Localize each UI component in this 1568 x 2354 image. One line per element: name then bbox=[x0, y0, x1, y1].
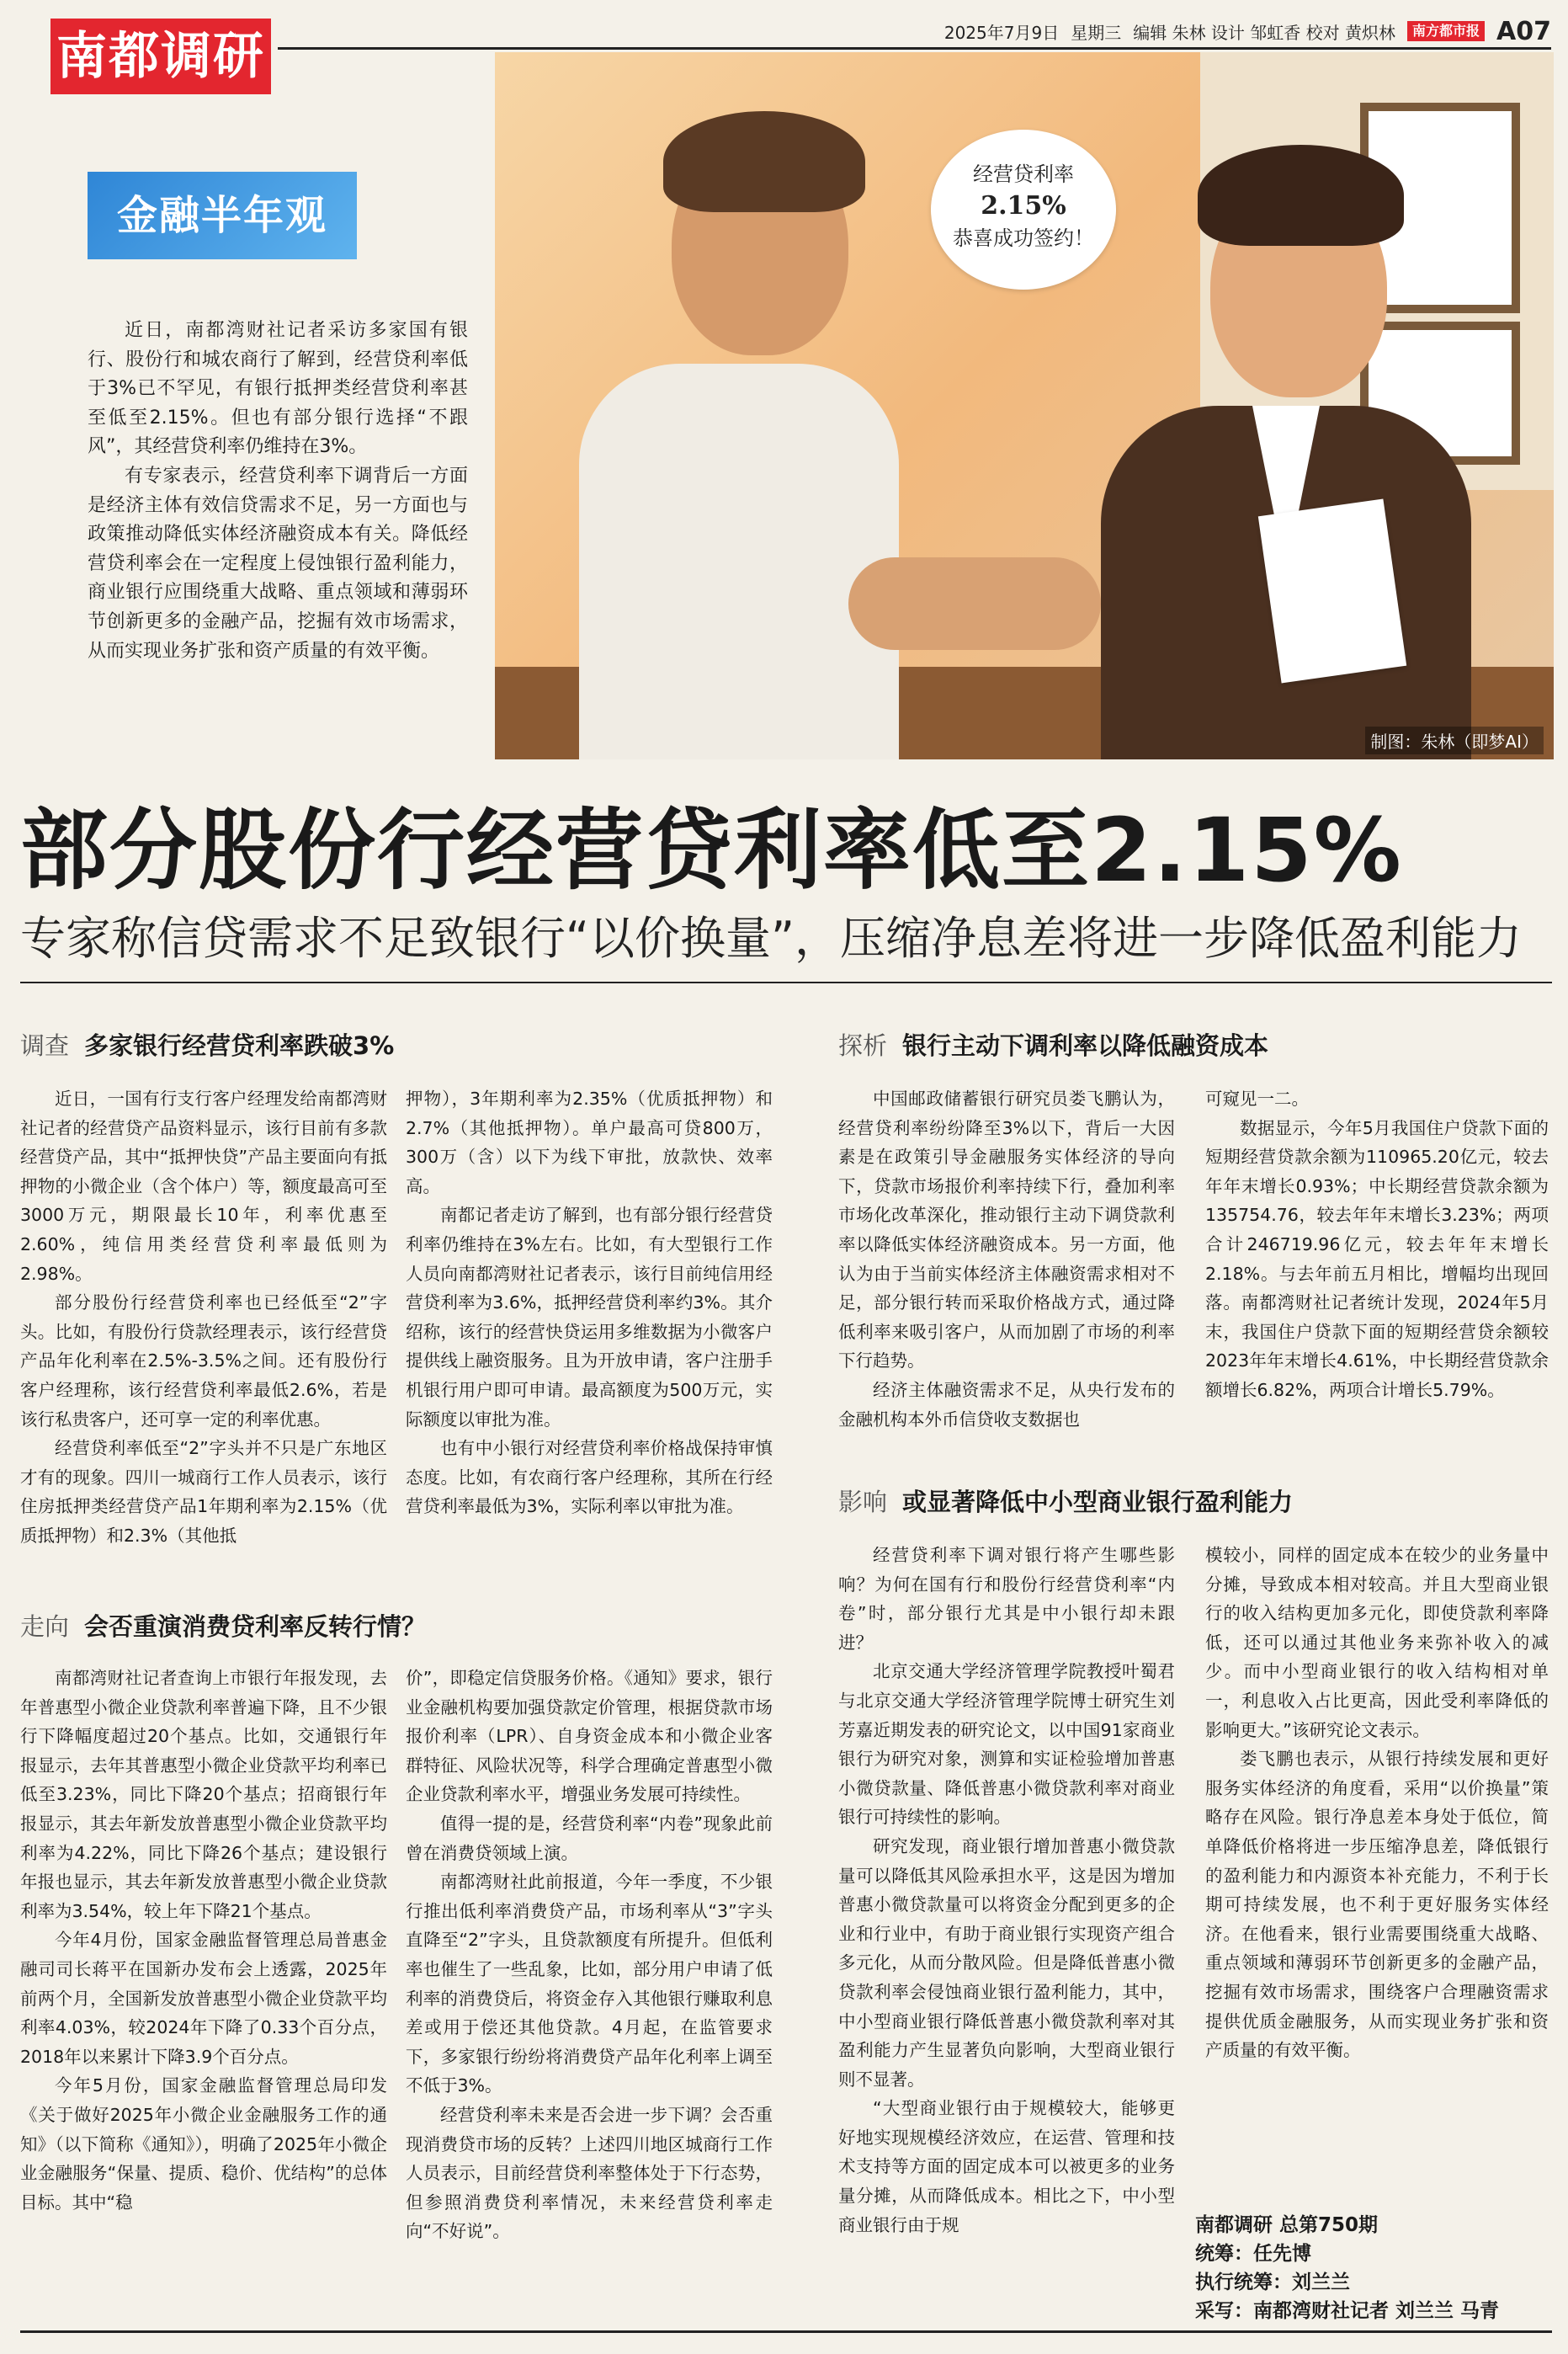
article-paragraph: 也有中小银行对经营贷利率价格战保持审慎态度。比如，有农商行客户经理称，其所在行经营贷利率最低为3%，实际利率以审批为准。 bbox=[406, 1438, 773, 1517]
article-column bbox=[406, 1664, 773, 2246]
contract-paper bbox=[1258, 499, 1406, 684]
article-paragraph: “大型商业银行由于规模较大，能够更好地实现规模经济效应，在运营、管理和技术支持等方面的固定成本可以被更多的业务量分摊，从而降低成本。相比之下，中小型商业银行由于规 bbox=[838, 2098, 1175, 2235]
article-paragraph: 押物），3年期利率为2.35%（优质抵押物）和2.7%（其他抵押物）。单户最高可贷800万，300万（含）以下为线下审批，放款快、效率高。 bbox=[406, 1089, 773, 1196]
article-paragraph: 娄飞鹏也表示，从银行持续发展和更好服务实体经济的角度看，采用“以价换量”策略存在风险。银行净息差本身处于低位，简单降低价格将进一步压缩净息差，降低银行的盈利能力和内源资本补充能力，不利于长期可持续发展，也不利于更好服务实体经济。在他看来，银行业需要围绕重大战略、重点领域和薄弱环节创新更多的金融产品，挖掘有效市场需求，围绕客户合理融资需求提供优质金融服务，从而实现业务扩张和资产质量的有效平衡。 bbox=[1205, 1749, 1549, 2061]
article-column bbox=[838, 1541, 1175, 2239]
column-badge: 金融半年观 bbox=[88, 172, 357, 259]
top-rule bbox=[278, 47, 1551, 50]
issue-weekday: 星期三 bbox=[1071, 22, 1122, 43]
article-column bbox=[838, 1084, 1175, 1434]
subheadline: 专家称信贷需求不足致银行“以价换量”，压缩净息差将进一步降低盈利能力 bbox=[20, 912, 1522, 965]
paper-logo: 南方都市报 bbox=[1407, 21, 1485, 41]
section-heading bbox=[838, 1029, 1268, 1062]
intro-summary bbox=[88, 317, 468, 666]
article-paragraph: 价”，即稳定信贷服务价格。《通知》要求，银行业金融机构要加强贷款定价管理，根据贷款市场报价利率（LPR）、自身资金成本和小微企业客群特征、风险状况等，科学合理确定普惠型小微企业贷款利率水平，增强业务发展可持续性。 bbox=[406, 1668, 773, 1805]
series-number: 南都调研 总第750期 bbox=[1195, 2214, 1379, 2236]
article-paragraph: 部分股份行经营贷利率也已经低至“2”字头。比如，有股份行贷款经理表示，该行经营贷产品年化利率在2.5%-3.5%之间。还有股份行客户经理称，该行经营贷利率最低2.6%，若是该行私贵客户，还可享一定的利率优惠。 bbox=[20, 1292, 387, 1430]
section-title: 会否重演消费贷利率反转行情？ bbox=[84, 1612, 427, 1641]
byline-credits bbox=[1195, 2211, 1549, 2325]
image-credit: 制图：朱林（即梦AI） bbox=[1365, 727, 1544, 754]
bubble-line: 恭喜成功签约！ bbox=[953, 226, 1094, 250]
article-paragraph: 经济主体融资需求不足，从央行发布的金融机构本外币信贷收支数据也 bbox=[838, 1379, 1175, 1430]
section-tag: 探析 bbox=[838, 1031, 888, 1060]
article-paragraph: 可窥见一二。 bbox=[1205, 1089, 1309, 1109]
article-paragraph: 今年5月份，国家金融监督管理总局印发《关于做好2025年小微企业金融服务工作的通知》（以下简称《通知》），明确了2025年小微企业金融服务“保量、提质、稳价、优结构”的总体目标。其中“稳 bbox=[20, 2075, 387, 2213]
executive-coordinator: 执行统筹：刘兰兰 bbox=[1195, 2271, 1350, 2293]
article-paragraph: 经营贷利率下调对银行将产生哪些影响？为何在国有行和股份行经营贷利率“内卷”时，部分银行尤其是中小银行却未跟进？ bbox=[838, 1545, 1175, 1653]
hero-illustration bbox=[495, 52, 1554, 759]
page-number: A07 bbox=[1496, 16, 1551, 46]
folio-bar bbox=[943, 16, 1551, 46]
article-paragraph: 数据显示，今年5月我国住户贷款下面的短期经营贷款余额为110965.20亿元，较去年年末增长0.93%；中长期经营贷款余额为135754.76，较去年年末增长3.23%；两项合计246719.96亿元，较去年年末增长2.18%。与去年前五月相比，增幅均出现回落。南都湾财社记者统计发现，2024年5月末，我国住户贷款下面的短期经营贷余额较2023年年末增长4.61%，中长期经营贷款余额增长6.82%，两项合计增长5.79%。 bbox=[1205, 1117, 1549, 1400]
intro-paragraph: 有专家表示，经营贷利率下调背后一方面是经济主体有效信贷需求不足，另一方面也与政策推动降低实体经济融资成本有关。降低经营贷利率会在一定程度上侵蚀银行盈利能力，商业银行应围绕重大战略、重点领域和薄弱环节创新更多的金融产品，挖掘有效市场需求，从而实现业务扩张和资产质量的有效平衡。 bbox=[88, 465, 468, 662]
editor-credits: 编辑 朱林 设计 邹虹香 校对 黄炽林 bbox=[1133, 22, 1396, 43]
article-paragraph: 研究发现，商业银行增加普惠小微贷款量可以降低其风险承担水平，这是因为增加普惠小微贷款量可以将资金分配到更多的企业和行业中，有助于商业银行实现资产组合多元化，从而分散风险。但是降低普惠小微贷款利率会侵蚀商业银行盈利能力，其中，中小型商业银行降低普惠小微贷款利率对其盈利能力产生显著负向影响，大型商业银行则不显著。 bbox=[838, 1835, 1175, 2090]
article-paragraph: 南都湾财社记者查询上市银行年报发现，去年普惠型小微企业贷款利率普遍下降，且不少银行下降幅度超过20个基点。比如，交通银行年报显示，去年其普惠型小微企业贷款平均利率已低至3.23%，同比下降20个基点；招商银行年报显示，其去年新发放普惠型小微企业贷款平均利率为4.22%，同比下降26个基点；建设银行年报也显示，其去年新发放普惠型小微企业贷款利率为3.54%，较上年下降21个基点。 bbox=[20, 1668, 387, 1921]
intro-paragraph: 近日，南都湾财社记者采访多家国有银行、股份行和城农商行了解到，经营贷利率低于3%已不罕见，有银行抵押类经营贷利率甚至低至2.15%。但也有部分银行选择“不跟风”，其经营贷利率仍维持在3%。 bbox=[88, 320, 468, 458]
article-column bbox=[20, 1664, 387, 2217]
client-figure bbox=[545, 86, 899, 759]
reporters: 采写：南都湾财社记者 刘兰兰 马青 bbox=[1195, 2300, 1500, 2322]
article-paragraph: 中国邮政储蓄银行研究员娄飞鹏认为，经营贷利率纷纷降至3%以下，背后一大因素是在政策引导金融服务实体经济的导向下，贷款市场报价利率持续下行，叠加利率市场化改革深化，推动银行主动下调贷款利率以降低实体经济融资成本。另一方面，他认为由于当前实体经济主体融资需求相对不足，部分银行转而采取价格战方式，通过降低利率来吸引客户，从而加剧了市场的利率下行趋势。 bbox=[838, 1089, 1175, 1371]
section-tag: 走向 bbox=[20, 1612, 70, 1641]
article-paragraph: 南都记者走访了解到，也有部分银行经营贷利率仍维持在3%左右。比如，有大型银行工作人员向南都湾财社记者表示，该行目前纯信用经营贷利率为3.6%，抵押经营贷利率约3%。其介绍称，该行的经营快贷运用多维数据为小微客户提供线上融资服务。且为开放申请，客户注册手机银行用户即可申请。最高额度为500万元，实际额度以审批为准。 bbox=[406, 1205, 773, 1430]
article-paragraph: 近日，一国有行支行客户经理发给南都湾财社记者的经营贷产品资料显示，该行目前有多款经营贷产品，其中“抵押快贷”产品主要面向有抵押物的小微企业（含个体户）等，额度最高可至3000万元，期限最长10年，利率优惠至2.60%，纯信用类经营贷利率最低则为2.98%。 bbox=[20, 1089, 387, 1284]
section-heading bbox=[20, 1029, 394, 1062]
issue-date: 2025年7月9日 bbox=[943, 22, 1060, 43]
speech-bubble bbox=[931, 130, 1116, 290]
bubble-rate: 2.15% bbox=[981, 191, 1066, 221]
section-heading bbox=[20, 1610, 426, 1643]
article-paragraph: 北京交通大学经济管理学院教授叶蜀君与北京交通大学经济管理学院博士研究生刘芳嘉近期发表的研究论文，以中国91家商业银行为研究对象，测算和实证检验增加普惠小微贷款量、降低普惠小微贷款利率对商业银行可持续性的影响。 bbox=[838, 1661, 1175, 1828]
article-paragraph: 经营贷利率未来是否会进一步下调？会否重现消费贷市场的反转？上述四川地区城商行工作人员表示，目前经营贷利率整体处于下行态势，但参照消费贷利率情况，未来经营贷利率走向“不好说”。 bbox=[406, 2104, 773, 2242]
article-paragraph: 经营贷利率低至“2”字头并不只是广东地区才有的现象。四川一城商行工作人员表示，该行住房抵押类经营贷产品1年期利率为2.15%（优质抵押物）和2.3%（其他抵 bbox=[20, 1438, 387, 1546]
article-column bbox=[1205, 1084, 1549, 1405]
handshake bbox=[848, 557, 1101, 650]
article-paragraph: 模较小，同样的固定成本在较少的业务量中分摊，导致成本相对较高。并且大型商业银行的收入结构更加多元化，即使贷款利率降低，还可以通过其他业务来弥补收入的减少。而中小型商业银行的收入结构相对单一，利息收入占比更高，因此受利率降低的影响更大。”该研究论文表示。 bbox=[1205, 1545, 1549, 1740]
article-column bbox=[1205, 1541, 1549, 2065]
headline: 部分股份行经营贷利率低至2.15% bbox=[20, 799, 1403, 902]
article-paragraph: 今年4月份，国家金融监督管理总局普惠金融司司长蒋平在国新办发布会上透露，2025年前两个月，全国新发放普惠型小微企业贷款平均利率4.03%，较2024年下降了0.33个百分点，2018年以来累计下降3.9个百分点。 bbox=[20, 1930, 387, 2067]
bubble-line: 经营贷利率 bbox=[973, 162, 1074, 186]
section-title: 银行主动下调利率以降低融资成本 bbox=[902, 1031, 1269, 1060]
article-column bbox=[20, 1084, 387, 1551]
masthead: 南都调研 bbox=[50, 19, 271, 94]
section-tag: 影响 bbox=[838, 1488, 888, 1516]
article-paragraph: 值得一提的是，经营贷利率“内卷”现象此前曾在消费贷领域上演。 bbox=[406, 1813, 773, 1863]
article-paragraph: 南都湾财社此前报道，今年一季度，不少银行推出低利率消费贷产品，市场利率从“3”字头直降至“2”字头，且贷款额度有所提升。但低利率也催生了一些乱象，比如，部分用户申请了低利率的消费贷后，将资金存入其他银行赚取利息差或用于偿还其他贷款。4月起，在监管要求下，多家银行纷纷将消费贷产品年化利率上调至不低于3%。 bbox=[406, 1872, 773, 2096]
section-title: 或显著降低中小型商业银行盈利能力 bbox=[902, 1488, 1294, 1516]
bottom-rule bbox=[20, 2330, 1552, 2333]
divider bbox=[20, 982, 1552, 983]
coordinator: 统筹：任先博 bbox=[1195, 2243, 1311, 2265]
section-tag: 调查 bbox=[20, 1031, 70, 1060]
section-heading bbox=[838, 1485, 1293, 1519]
section-title: 多家银行经营贷利率跌破3% bbox=[84, 1031, 395, 1060]
article-column bbox=[406, 1084, 773, 1521]
